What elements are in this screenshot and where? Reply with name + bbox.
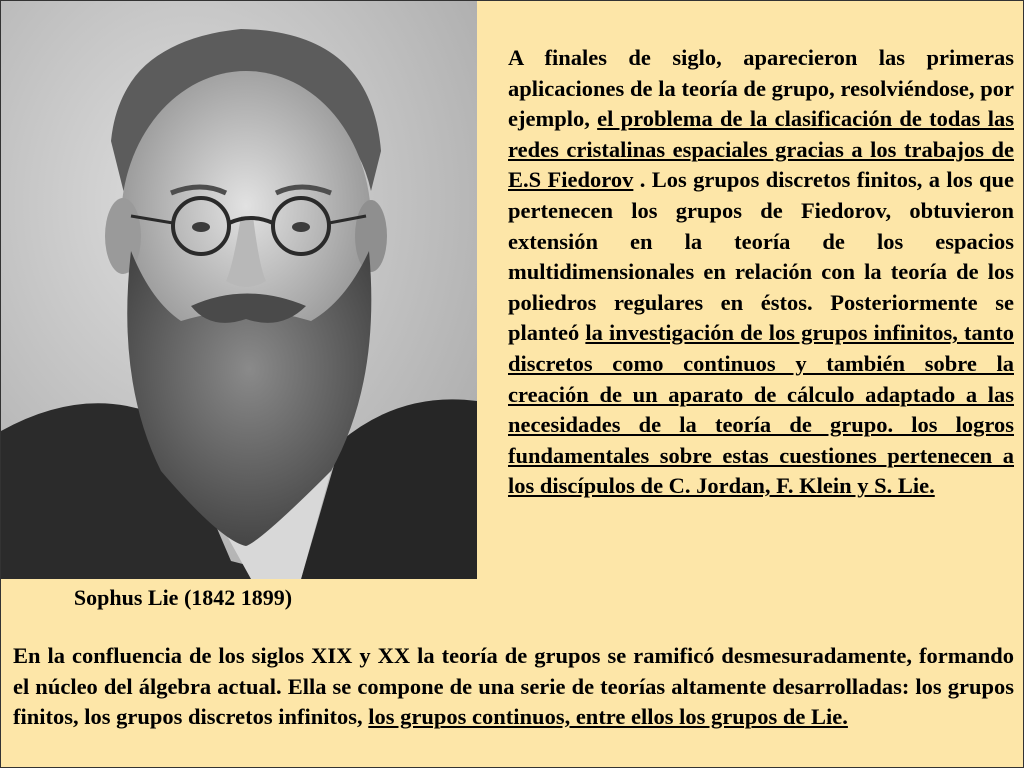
- bottom-paragraph-underline-1: los grupos continuos, entre ellos los grupos de Lie.: [368, 704, 848, 729]
- bottom-paragraph: [13, 641, 1014, 733]
- right-paragraph-underline-2: la investigación de los grupos infinitos, tanto discretos como continuos y también sobre la creación de un aparato de cálculo adaptado a las necesidades de la teoría de grupo. los logros fundamentales sobre estas cuestiones pertenecen a los discípulos de C. Jordan, F. Klein y S. Lie.: [508, 320, 1014, 499]
- portrait-photo: [1, 1, 477, 579]
- right-paragraph: [508, 43, 1014, 502]
- right-paragraph-text-1: A finales de siglo, aparecieron las primeras aplicaciones de la teoría de grupo, resolviéndose, por ejemplo,: [508, 45, 1014, 132]
- portrait-caption: Sophus Lie (1842 1899): [73, 585, 293, 610]
- right-paragraph-text-2: . Los grupos discretos finitos, a los que pertenecen los grupos de Fiedorov, obtuvieron extensión en la teoría de los espacios multidimensionales en relación con la teoría de los poliedros regulares en éstos. Posteriormente se planteó: [508, 167, 1014, 346]
- right-paragraph-underline-1: el problema de la clasificación de todas las redes cristalinas espaciales gracias a los trabajos de E.S Fiedorov: [508, 106, 1014, 193]
- bottom-paragraph-text-1: En la confluencia de los siglos XIX y XX la teoría de grupos se ramificó desmesuradamente, formando el núcleo del álgebra actual. Ella se compone de una serie de teorías altamente desarrolladas: los grupos finitos, los grupos discretos infinitos,: [13, 643, 1014, 729]
